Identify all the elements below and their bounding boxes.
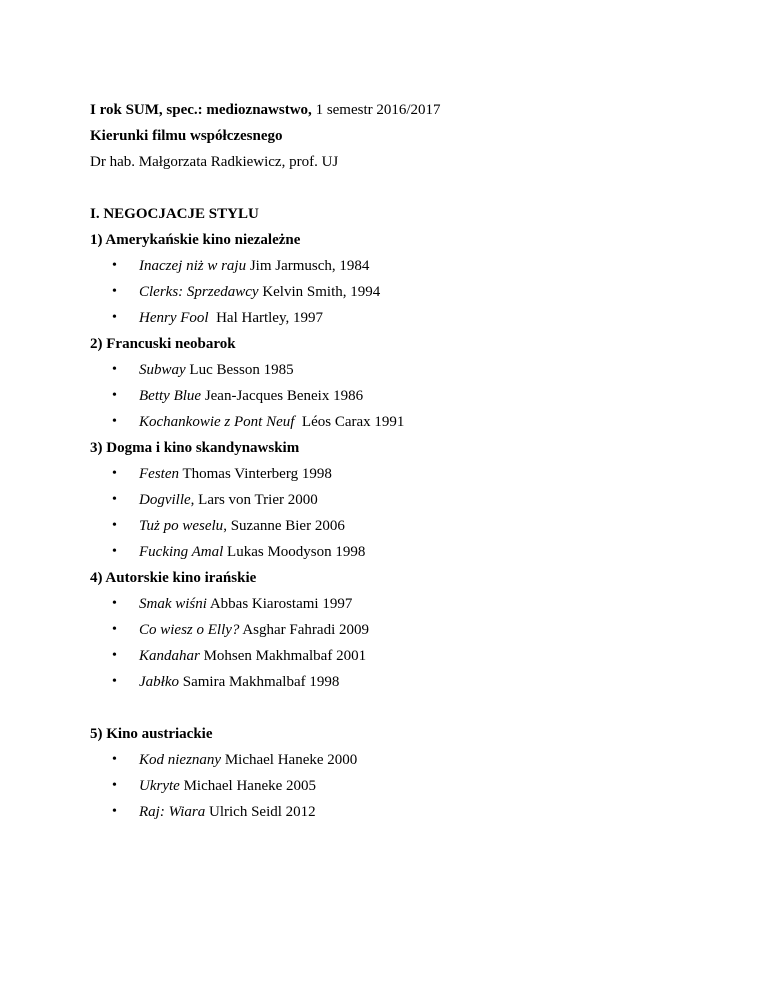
film-title: Tuż po weselu: [139, 518, 224, 534]
bullet-icon: •: [112, 466, 117, 481]
film-title: Dogville: [139, 492, 191, 508]
document-page: [90, 97, 710, 825]
film-title: Ukryte: [139, 778, 180, 794]
film-item: [90, 279, 710, 305]
film-item: [90, 253, 710, 279]
film-item: [90, 799, 710, 825]
film-title: Festen: [139, 466, 179, 482]
film-item: [90, 357, 710, 383]
film-title: Fucking Amal: [139, 544, 224, 560]
bullet-icon: •: [112, 284, 117, 299]
bullet-icon: •: [112, 414, 117, 429]
bullet-icon: •: [112, 804, 117, 819]
film-list: [90, 747, 710, 825]
film-title: Clerks: Sprzedawcy: [139, 284, 259, 300]
film-director-year: Jim Jarmusch, 1984: [246, 258, 370, 274]
bullet-icon: •: [112, 492, 117, 507]
film-director-year: Samira Makhmalbaf 1998: [178, 674, 340, 690]
film-director-year: Lukas Moodyson 1998: [223, 544, 366, 560]
film-director-year: Luc Besson 1985: [185, 362, 294, 378]
film-title: Co wiesz o Elly?: [139, 622, 240, 638]
film-item: [90, 591, 710, 617]
film-item: [90, 409, 710, 435]
semester-label: 1 semestr 2016/2017: [311, 102, 441, 118]
bullet-icon: •: [112, 596, 117, 611]
film-director-year: Abbas Kiarostami 1997: [206, 596, 353, 612]
film-title: Kod nieznany: [139, 752, 222, 768]
bullet-icon: •: [112, 258, 117, 273]
film-list: [90, 357, 710, 435]
lecturer-name: Dr hab. Małgorzata Radkiewicz, prof. UJ: [90, 154, 339, 170]
course-title: Kierunki filmu współczesnego: [90, 128, 283, 144]
film-director-year: Thomas Vinterberg 1998: [178, 466, 332, 482]
section-title: 2) Francuski neobarok: [90, 336, 236, 352]
film-item: [90, 305, 710, 331]
film-director-year: Ulrich Seidl 2012: [205, 804, 316, 820]
film-list: [90, 461, 710, 565]
bullet-icon: •: [112, 752, 117, 767]
film-director-year: Mohsen Makhmalbaf 2001: [199, 648, 367, 664]
film-director-year: Kelvin Smith, 1994: [258, 284, 381, 300]
film-item: [90, 539, 710, 565]
film-item: [90, 617, 710, 643]
film-director-year: Jean-Jacques Beneix 1986: [201, 388, 364, 404]
section-title: 3) Dogma i kino skandynawskim: [90, 440, 300, 456]
film-list: [90, 253, 710, 331]
film-director-year: Michael Haneke 2000: [221, 752, 358, 768]
film-title: Henry Fool: [139, 310, 209, 326]
bullet-icon: •: [112, 674, 117, 689]
bullet-icon: •: [112, 362, 117, 377]
section-title: 4) Autorskie kino irańskie: [90, 570, 257, 586]
film-item: [90, 487, 710, 513]
film-title: Jabłko: [139, 674, 179, 690]
film-item: [90, 643, 710, 669]
film-title: Inaczej niż w raju: [139, 258, 247, 274]
film-director-year: Asghar Fahradi 2009: [239, 622, 369, 638]
bullet-icon: •: [112, 622, 117, 637]
film-item: [90, 383, 710, 409]
film-list: [90, 591, 710, 695]
film-title: Kandahar: [139, 648, 200, 664]
film-title: Betty Blue: [139, 388, 202, 404]
film-title: Subway: [139, 362, 186, 378]
bullet-icon: •: [112, 544, 117, 559]
bullet-icon: •: [112, 310, 117, 325]
film-item: [90, 773, 710, 799]
film-director-year: , Suzanne Bier 2006: [223, 518, 345, 534]
film-director-year: Léos Carax 1991: [294, 414, 405, 430]
film-director-year: Michael Haneke 2005: [179, 778, 317, 794]
film-item: [90, 513, 710, 539]
bullet-icon: •: [112, 778, 117, 793]
film-item: [90, 461, 710, 487]
section-title: 5) Kino austriackie: [90, 726, 213, 742]
course-info-line: [90, 97, 710, 123]
film-director-year: Hal Hartley, 1997: [208, 310, 323, 326]
film-item: [90, 669, 710, 695]
bullet-icon: •: [112, 388, 117, 403]
section-title: 1) Amerykańskie kino niezależne: [90, 232, 301, 248]
film-item: [90, 747, 710, 773]
part-title: I. NEGOCJACJE STYLU: [90, 206, 259, 222]
film-title: Raj: Wiara: [139, 804, 206, 820]
sections-container: [90, 227, 710, 825]
film-director-year: , Lars von Trier 2000: [190, 492, 318, 508]
bullet-icon: •: [112, 518, 117, 533]
film-title: Kochankowie z Pont Neuf: [139, 414, 295, 430]
program-label: I rok SUM, spec.: medioznawstwo,: [90, 102, 312, 118]
bullet-icon: •: [112, 648, 117, 663]
film-title: Smak wiśni: [139, 596, 207, 612]
